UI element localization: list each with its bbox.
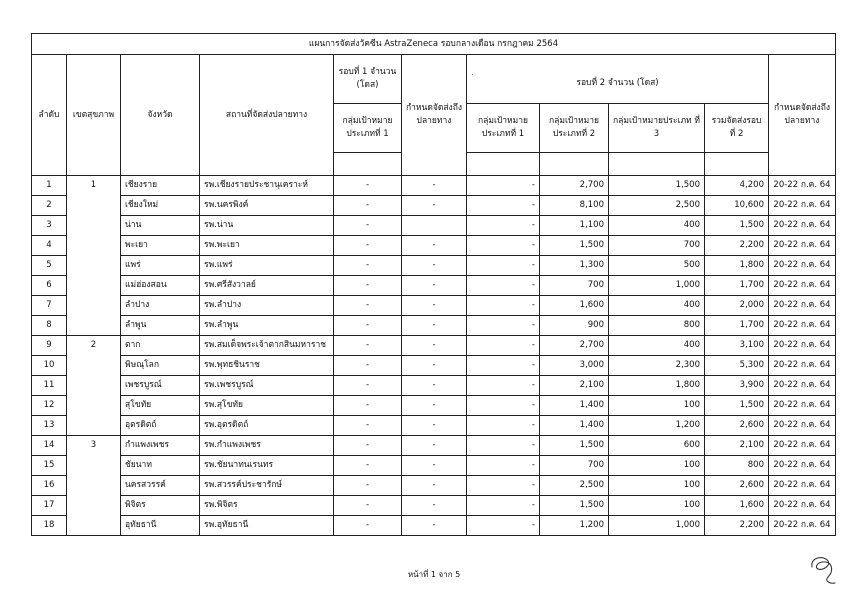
- table-row: [32, 236, 836, 256]
- cell-province: แม่ฮ่องสอน: [121, 276, 200, 296]
- cell-site: รพ.ชัยนาทนเรนทร: [200, 456, 334, 476]
- cell-round2-group3: 1,000: [609, 516, 705, 536]
- table-row: [32, 416, 836, 436]
- cell-round2-group3: 1,800: [609, 376, 705, 396]
- cell-round2-group2: 700: [540, 276, 609, 296]
- cell-seq: 7: [32, 296, 67, 316]
- header-round2-group2: กลุ่มเป้าหมาย ประเภทที่ 2: [540, 104, 609, 153]
- cell-province: พะเยา: [121, 236, 200, 256]
- cell-province: อุตรดิตถ์: [121, 416, 200, 436]
- cell-seq: 6: [32, 276, 67, 296]
- table-row: [32, 336, 836, 356]
- cell-region: [67, 276, 121, 296]
- cell-round2-group3: 700: [609, 236, 705, 256]
- header-round2-group1: กลุ่มเป้าหมาย ประเภทที่ 1: [467, 104, 540, 153]
- cell-seq: 9: [32, 336, 67, 356]
- cell-due1: -: [402, 256, 467, 276]
- vaccine-distribution-table: [31, 33, 836, 536]
- cell-round2-group1: -: [467, 356, 540, 376]
- header-spacer: [334, 153, 402, 176]
- header-round1-group1: กลุ่มเป้าหมาย ประเภทที่ 1: [334, 104, 402, 153]
- signature-mark: [808, 553, 838, 587]
- cell-round1-group1: -: [334, 196, 402, 216]
- cell-due1: -: [402, 176, 467, 196]
- cell-round1-group1: -: [334, 176, 402, 196]
- cell-round2-total: 3,900: [705, 376, 769, 396]
- cell-seq: 10: [32, 356, 67, 376]
- cell-round2-group2: 1,500: [540, 496, 609, 516]
- cell-due1: -: [402, 316, 467, 336]
- cell-round1-group1: -: [334, 396, 402, 416]
- cell-province: กำแพงเพชร: [121, 436, 200, 456]
- cell-province: ชัยนาท: [121, 456, 200, 476]
- cell-seq: 4: [32, 236, 67, 256]
- cell-round2-total: 4,200: [705, 176, 769, 196]
- cell-due2: 20-22 ก.ค. 64: [769, 416, 836, 436]
- cell-province: ลำปาง: [121, 296, 200, 316]
- cell-region: [67, 476, 121, 496]
- cell-due1: -: [402, 336, 467, 356]
- cell-region: 3: [67, 436, 121, 456]
- cell-round2-total: 1,700: [705, 316, 769, 336]
- cell-round2-group2: 1,600: [540, 296, 609, 316]
- header-round2-group3: กลุ่มเป้าหมายประเภท ที่ 3: [609, 104, 705, 153]
- cell-round2-group1: -: [467, 516, 540, 536]
- cell-due1: -: [402, 356, 467, 376]
- cell-due2: 20-22 ก.ค. 64: [769, 316, 836, 336]
- cell-round2-group2: 2,100: [540, 376, 609, 396]
- cell-round2-total: 2,600: [705, 416, 769, 436]
- table-row: [32, 516, 836, 536]
- cell-round1-group1: -: [334, 416, 402, 436]
- cell-seq: 3: [32, 216, 67, 236]
- cell-round2-group1: -: [467, 396, 540, 416]
- cell-due2: 20-22 ก.ค. 64: [769, 216, 836, 236]
- cell-province: ตาก: [121, 336, 200, 356]
- cell-round2-group3: 400: [609, 296, 705, 316]
- cell-due1: [402, 216, 467, 236]
- cell-round2-total: 2,600: [705, 476, 769, 496]
- cell-round2-group3: 2,300: [609, 356, 705, 376]
- header-region: เขตสุขภาพ: [67, 55, 121, 176]
- cell-seq: 1: [32, 176, 67, 196]
- cell-due2: 20-22 ก.ค. 64: [769, 236, 836, 256]
- cell-region: [67, 236, 121, 256]
- cell-round2-group2: 700: [540, 456, 609, 476]
- cell-round2-group1: -: [467, 316, 540, 336]
- cell-due2: 20-22 ก.ค. 64: [769, 276, 836, 296]
- cell-round2-group3: 100: [609, 476, 705, 496]
- table-row: [32, 476, 836, 496]
- cell-round1-group1: -: [334, 356, 402, 376]
- cell-due2: 20-22 ก.ค. 64: [769, 196, 836, 216]
- cell-region: [67, 456, 121, 476]
- cell-site: รพ.สมเด็จพระเจ้าตากสินมหาราช: [200, 336, 334, 356]
- table-row: [32, 496, 836, 516]
- cell-site: รพ.เชียงรายประชานุเคราะห์: [200, 176, 334, 196]
- table-row: [32, 456, 836, 476]
- cell-site: รพ.อุตรดิตถ์: [200, 416, 334, 436]
- cell-round2-group3: 400: [609, 336, 705, 356]
- cell-round1-group1: -: [334, 376, 402, 396]
- cell-round2-group3: 1,200: [609, 416, 705, 436]
- header-round2-total: รวมจัดส่งรอบที่ 2: [705, 104, 769, 153]
- header-round1: รอบที่ 1 จำนวน (โดส): [334, 55, 402, 104]
- cell-region: [67, 216, 121, 236]
- cell-region: [67, 356, 121, 376]
- cell-province: พิจิตร: [121, 496, 200, 516]
- header-province: จังหวัด: [121, 55, 200, 176]
- cell-round2-total: 1,800: [705, 256, 769, 276]
- cell-due1: -: [402, 296, 467, 316]
- cell-round2-total: 1,500: [705, 396, 769, 416]
- table-row: [32, 316, 836, 336]
- cell-due2: 20-22 ก.ค. 64: [769, 296, 836, 316]
- cell-round2-group3: 2,500: [609, 196, 705, 216]
- header-due2: กำหนดจัดส่งถึง ปลายทาง: [769, 55, 836, 176]
- cell-round2-total: 10,600: [705, 196, 769, 216]
- cell-seq: 15: [32, 456, 67, 476]
- cell-round2-total: 1,600: [705, 496, 769, 516]
- cell-round2-group3: 1,500: [609, 176, 705, 196]
- page-number: หน้าที่ 1 จาก 5: [407, 570, 461, 579]
- cell-round2-group1: -: [467, 376, 540, 396]
- cell-round1-group1: -: [334, 516, 402, 536]
- cell-round2-group2: 1,400: [540, 396, 609, 416]
- cell-due1: -: [402, 436, 467, 456]
- table-row: [32, 356, 836, 376]
- cell-round2-total: 5,300: [705, 356, 769, 376]
- cell-site: รพ.สวรรค์ประชารักษ์: [200, 476, 334, 496]
- cell-seq: 16: [32, 476, 67, 496]
- cell-round2-group1: -: [467, 236, 540, 256]
- cell-due1: -: [402, 196, 467, 216]
- cell-province: อุทัยธานี: [121, 516, 200, 536]
- cell-round1-group1: -: [334, 256, 402, 276]
- cell-round1-group1: -: [334, 216, 402, 236]
- cell-region: 1: [67, 176, 121, 196]
- cell-round2-total: 800: [705, 456, 769, 476]
- cell-round2-group3: 500: [609, 256, 705, 276]
- cell-site: รพ.ลำปาง: [200, 296, 334, 316]
- cell-due1: -: [402, 456, 467, 476]
- cell-round2-group1: -: [467, 456, 540, 476]
- cell-site: รพ.น่าน: [200, 216, 334, 236]
- cell-round2-group3: 100: [609, 456, 705, 476]
- cell-site: รพ.แพร่: [200, 256, 334, 276]
- cell-province: เชียงใหม่: [121, 196, 200, 216]
- table-body: [32, 176, 836, 536]
- cell-due1: -: [402, 276, 467, 296]
- cell-due2: 20-22 ก.ค. 64: [769, 396, 836, 416]
- cell-region: [67, 196, 121, 216]
- cell-seq: 14: [32, 436, 67, 456]
- cell-round2-total: 1,700: [705, 276, 769, 296]
- cell-seq: 17: [32, 496, 67, 516]
- cell-region: [67, 496, 121, 516]
- cell-region: [67, 516, 121, 536]
- header-spacer: [705, 153, 769, 176]
- cell-site: รพ.ศรีสังวาลย์: [200, 276, 334, 296]
- cell-round2-group3: 100: [609, 496, 705, 516]
- cell-round2-total: 2,100: [705, 436, 769, 456]
- cell-round2-group2: 1,500: [540, 236, 609, 256]
- cell-site: รพ.สุโขทัย: [200, 396, 334, 416]
- cell-round1-group1: -: [334, 436, 402, 456]
- cell-round2-total: 2,200: [705, 516, 769, 536]
- cell-site: รพ.ลำพูน: [200, 316, 334, 336]
- cell-round2-group3: 100: [609, 396, 705, 416]
- header-spacer: [609, 153, 705, 176]
- header-destination: สถานที่จัดส่งปลายทาง: [200, 55, 334, 176]
- cell-round1-group1: -: [334, 276, 402, 296]
- cell-round2-group1: -: [467, 256, 540, 276]
- cell-round1-group1: -: [334, 456, 402, 476]
- cell-region: [67, 396, 121, 416]
- cell-round2-group2: 2,700: [540, 176, 609, 196]
- cell-round2-group3: 1,000: [609, 276, 705, 296]
- cell-round2-group2: 1,400: [540, 416, 609, 436]
- header-seq: ลำดับ: [32, 55, 67, 176]
- cell-round2-group1: -: [467, 436, 540, 456]
- cell-region: [67, 376, 121, 396]
- cell-due2: 20-22 ก.ค. 64: [769, 436, 836, 456]
- cell-site: รพ.พุทธชินราช: [200, 356, 334, 376]
- cell-round2-group2: 3,000: [540, 356, 609, 376]
- cell-round2-total: 3,100: [705, 336, 769, 356]
- cell-due1: -: [402, 416, 467, 436]
- cell-round2-total: 1,500: [705, 216, 769, 236]
- cell-round2-group1: -: [467, 476, 540, 496]
- header-spacer: [540, 153, 609, 176]
- cell-due2: 20-22 ก.ค. 64: [769, 176, 836, 196]
- cell-due1: -: [402, 376, 467, 396]
- cell-round2-group3: 400: [609, 216, 705, 236]
- cell-round2-group2: 1,500: [540, 436, 609, 456]
- cell-due1: -: [402, 476, 467, 496]
- cell-round2-group2: 1,200: [540, 516, 609, 536]
- cell-due1: -: [402, 236, 467, 256]
- cell-province: นครสวรรค์: [121, 476, 200, 496]
- cell-region: [67, 416, 121, 436]
- cell-region: [67, 316, 121, 336]
- cell-round2-group1: -: [467, 496, 540, 516]
- table-row: [32, 216, 836, 236]
- cell-province: พิษณุโลก: [121, 356, 200, 376]
- table-row: [32, 296, 836, 316]
- cell-round2-group2: 1,100: [540, 216, 609, 236]
- table-row: [32, 276, 836, 296]
- cell-region: [67, 296, 121, 316]
- cell-seq: 8: [32, 316, 67, 336]
- cell-round2-group2: 900: [540, 316, 609, 336]
- cell-due2: 20-22 ก.ค. 64: [769, 456, 836, 476]
- cell-round2-group3: 800: [609, 316, 705, 336]
- cell-site: รพ.นครพิงค์: [200, 196, 334, 216]
- cell-region: 2: [67, 336, 121, 356]
- cell-seq: 13: [32, 416, 67, 436]
- cell-round1-group1: -: [334, 336, 402, 356]
- cell-round1-group1: -: [334, 316, 402, 336]
- table-row: [32, 436, 836, 456]
- cell-round2-group2: 8,100: [540, 196, 609, 216]
- cell-province: เชียงราย: [121, 176, 200, 196]
- cell-seq: 18: [32, 516, 67, 536]
- cell-round2-group1: -: [467, 296, 540, 316]
- cell-round2-group2: 2,500: [540, 476, 609, 496]
- cell-site: รพ.อุทัยธานี: [200, 516, 334, 536]
- cell-round2-group2: 1,300: [540, 256, 609, 276]
- cell-seq: 5: [32, 256, 67, 276]
- header-spacer: [467, 153, 540, 176]
- cell-round2-group1: -: [467, 336, 540, 356]
- cell-due2: 20-22 ก.ค. 64: [769, 496, 836, 516]
- cell-province: แพร่: [121, 256, 200, 276]
- cell-round1-group1: -: [334, 496, 402, 516]
- cell-site: รพ.พิจิตร: [200, 496, 334, 516]
- cell-seq: 2: [32, 196, 67, 216]
- header-due1: กำหนดจัดส่งถึง ปลายทาง: [402, 55, 467, 176]
- cell-round1-group1: -: [334, 476, 402, 496]
- cell-due1: -: [402, 516, 467, 536]
- cell-province: สุโขทัย: [121, 396, 200, 416]
- table-row: [32, 256, 836, 276]
- cell-round2-total: 2,000: [705, 296, 769, 316]
- cell-round2-total: 2,200: [705, 236, 769, 256]
- cell-due1: -: [402, 496, 467, 516]
- cell-seq: 11: [32, 376, 67, 396]
- header-round2: [467, 55, 769, 104]
- cell-province: ลำพูน: [121, 316, 200, 336]
- cell-due2: 20-22 ก.ค. 64: [769, 376, 836, 396]
- cell-round2-group1: -: [467, 276, 540, 296]
- table-row: [32, 376, 836, 396]
- cell-region: [67, 256, 121, 276]
- cell-site: รพ.เพชรบูรณ์: [200, 376, 334, 396]
- cell-province: น่าน: [121, 216, 200, 236]
- cell-due1: -: [402, 396, 467, 416]
- cell-province: เพชรบูรณ์: [121, 376, 200, 396]
- cell-round2-group1: -: [467, 176, 540, 196]
- cell-site: รพ.กำแพงเพชร: [200, 436, 334, 456]
- cell-due2: 20-22 ก.ค. 64: [769, 336, 836, 356]
- cell-due2: 20-22 ก.ค. 64: [769, 516, 836, 536]
- cell-round2-group1: -: [467, 196, 540, 216]
- cell-due2: 20-22 ก.ค. 64: [769, 356, 836, 376]
- cell-due2: 20-22 ก.ค. 64: [769, 256, 836, 276]
- cell-site: รพ.พะเยา: [200, 236, 334, 256]
- cell-round2-group2: 2,700: [540, 336, 609, 356]
- table-row: [32, 396, 836, 416]
- cell-round1-group1: -: [334, 236, 402, 256]
- round2-dot: .: [471, 67, 474, 78]
- round2-label: รอบที่ 2 จำนวน (โดส): [576, 77, 659, 88]
- cell-round1-group1: -: [334, 296, 402, 316]
- table-row: [32, 196, 836, 216]
- table-title: แผนการจัดส่งวัคซีน AstraZeneca รอบกลางเดือน กรกฎาคม 2564: [32, 34, 836, 55]
- cell-round2-group1: -: [467, 416, 540, 436]
- cell-due2: 20-22 ก.ค. 64: [769, 476, 836, 496]
- cell-seq: 12: [32, 396, 67, 416]
- cell-round2-group1: -: [467, 216, 540, 236]
- table-row: [32, 176, 836, 196]
- cell-round2-group3: 600: [609, 436, 705, 456]
